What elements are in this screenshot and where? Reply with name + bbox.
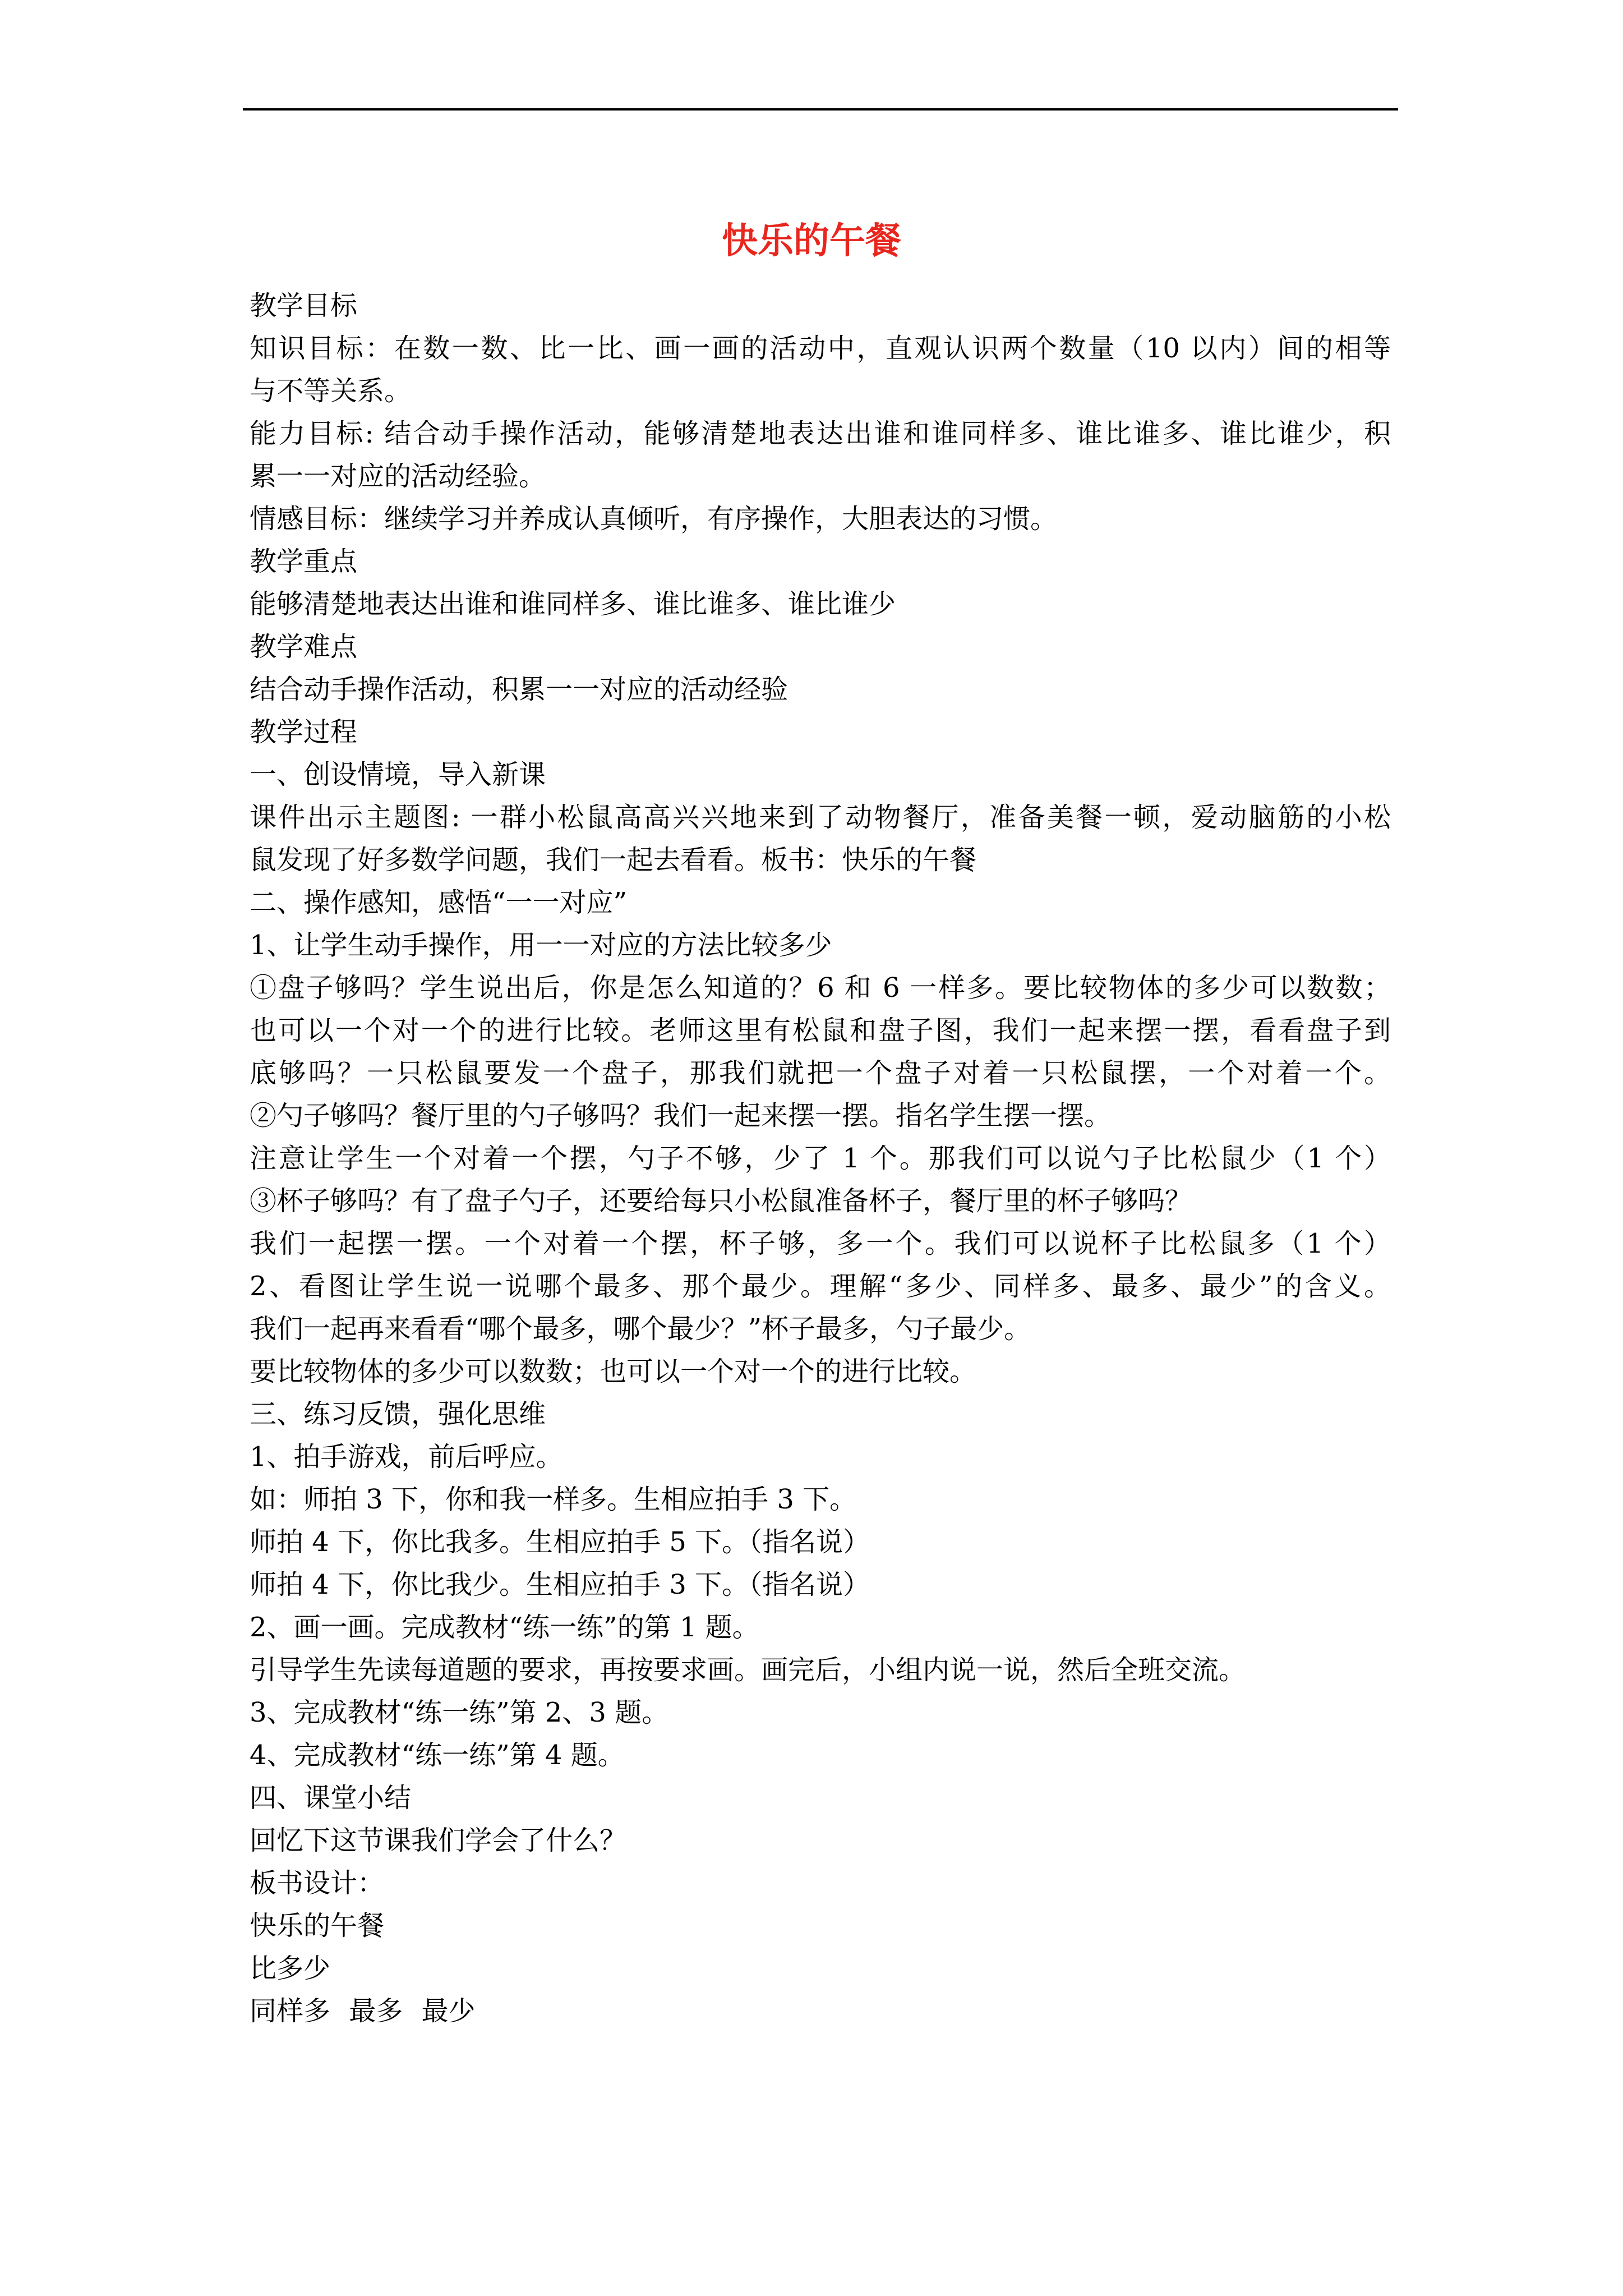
header-rule xyxy=(243,108,1398,111)
paragraph-line: 也可以一个对一个的进行比较。老师这里有松鼠和盘子图，我们一起来摆一摆，看看盘子到 xyxy=(250,1015,1391,1046)
paragraph-line: 结合动手操作活动，积累一一对应的活动经验 xyxy=(250,674,789,705)
paragraph-line: 如：师拍 3 下，你和我一样多。生相应拍手 3 下。 xyxy=(250,1484,857,1515)
paragraph-line: 我们一起再来看看“哪个最多，哪个最少？”杯子最多，勺子最少。 xyxy=(250,1313,1031,1345)
paragraph-line: 4、完成教材“练一练”第 4 题。 xyxy=(250,1740,625,1771)
paragraph-line: 师拍 4 下，你比我多。生相应拍手 5 下。（指名说） xyxy=(250,1526,870,1558)
section-heading: 教学重点 xyxy=(250,546,358,577)
paragraph-line: 3、完成教材“练一练”第 2、3 题。 xyxy=(250,1697,669,1728)
board-design-line: 快乐的午餐 xyxy=(250,1910,385,1941)
paragraph-line: 师拍 4 下，你比我少。生相应拍手 3 下。（指名说） xyxy=(250,1569,870,1600)
subsection-heading: 三、练习反馈，强化思维 xyxy=(250,1398,546,1430)
paragraph-line: 我们一起摆一摆。一个对着一个摆，杯子够，多一个。我们可以说杯子比松鼠多（1 个） xyxy=(250,1228,1391,1259)
subsection-heading: 四、课堂小结 xyxy=(250,1782,412,1814)
paragraph-line: 2、画一画。完成教材“练一练”的第 1 题。 xyxy=(250,1612,759,1643)
paragraph-line: 累一一对应的活动经验。 xyxy=(250,461,546,492)
paragraph-line: 1、拍手游戏，前后呼应。 xyxy=(250,1441,563,1473)
paragraph-line: 引导学生先读每道题的要求，再按要求画。画完后，小组内说一说，然后全班交流。 xyxy=(250,1654,1246,1686)
paragraph-line: ③杯子够吗？有了盘子勺子，还要给每只小松鼠准备杯子，餐厅里的杯子够吗？ xyxy=(250,1185,1192,1217)
subsection-heading: 一、创设情境，导入新课 xyxy=(250,759,546,790)
paragraph-line: 情感目标：继续学习并养成认真倾听，有序操作，大胆表达的习惯。 xyxy=(250,503,1058,535)
paragraph-line: 板书设计： xyxy=(250,1867,385,1899)
section-heading: 教学难点 xyxy=(250,631,358,662)
paragraph-line: 1、让学生动手操作，用一一对应的方法比较多少 xyxy=(250,930,832,961)
paragraph-line: 回忆下这节课我们学会了什么？ xyxy=(250,1825,627,1856)
paragraph-line: ②勺子够吗？餐厅里的勺子够吗？我们一起来摆一摆。指名学生摆一摆。 xyxy=(250,1100,1112,1131)
paragraph-line: 注意让学生一个对着一个摆，勺子不够，少了 1 个。那我们可以说勺子比松鼠少（1 个） xyxy=(250,1143,1391,1174)
document-title: 快乐的午餐 xyxy=(722,220,901,262)
section-heading: 教学过程 xyxy=(250,716,358,748)
paragraph-line: 2、看图让学生说一说哪个最多、那个最少。理解“多少、同样多、最多、最少”的含义。 xyxy=(250,1271,1391,1302)
board-design-line: 比多少 xyxy=(250,1953,331,1984)
paragraph-line: ①盘子够吗？学生说出后，你是怎么知道的？6 和 6 一样多。要比较物体的多少可以数数； xyxy=(250,972,1391,1004)
paragraph-line: 要比较物体的多少可以数数；也可以一个对一个的进行比较。 xyxy=(250,1356,977,1387)
paragraph-line: 知识目标：在数一数、比一比、画一画的活动中，直观认识两个数量（10 以内）间的相等 xyxy=(250,333,1391,364)
paragraph-line: 能力目标: 结合动手操作活动，能够清楚地表达出谁和谁同样多、谁比谁多、谁比谁少，积 xyxy=(250,418,1391,449)
paragraph-line: 课件出示主题图: 一群小松鼠高高兴兴地来到了动物餐厅，准备美餐一顿，爱动脑筋的小松 xyxy=(250,802,1391,833)
paragraph-line: 鼠发现了好多数学问题，我们一起去看看。板书：快乐的午餐 xyxy=(250,844,977,876)
paragraph-line: 与不等关系。 xyxy=(250,375,412,407)
paragraph-line: 底够吗？一只松鼠要发一个盘子，那我们就把一个盘子对着一只松鼠摆，一个对着一个。 xyxy=(250,1057,1391,1089)
board-design-line: 同样多 最多 最少 xyxy=(250,1995,476,2027)
section-heading: 教学目标 xyxy=(250,290,358,321)
document-body xyxy=(250,284,1391,2032)
paragraph-line: 能够清楚地表达出谁和谁同样多、谁比谁多、谁比谁少 xyxy=(250,588,896,620)
subsection-heading: 二、操作感知，感悟“一一对应” xyxy=(250,887,628,918)
